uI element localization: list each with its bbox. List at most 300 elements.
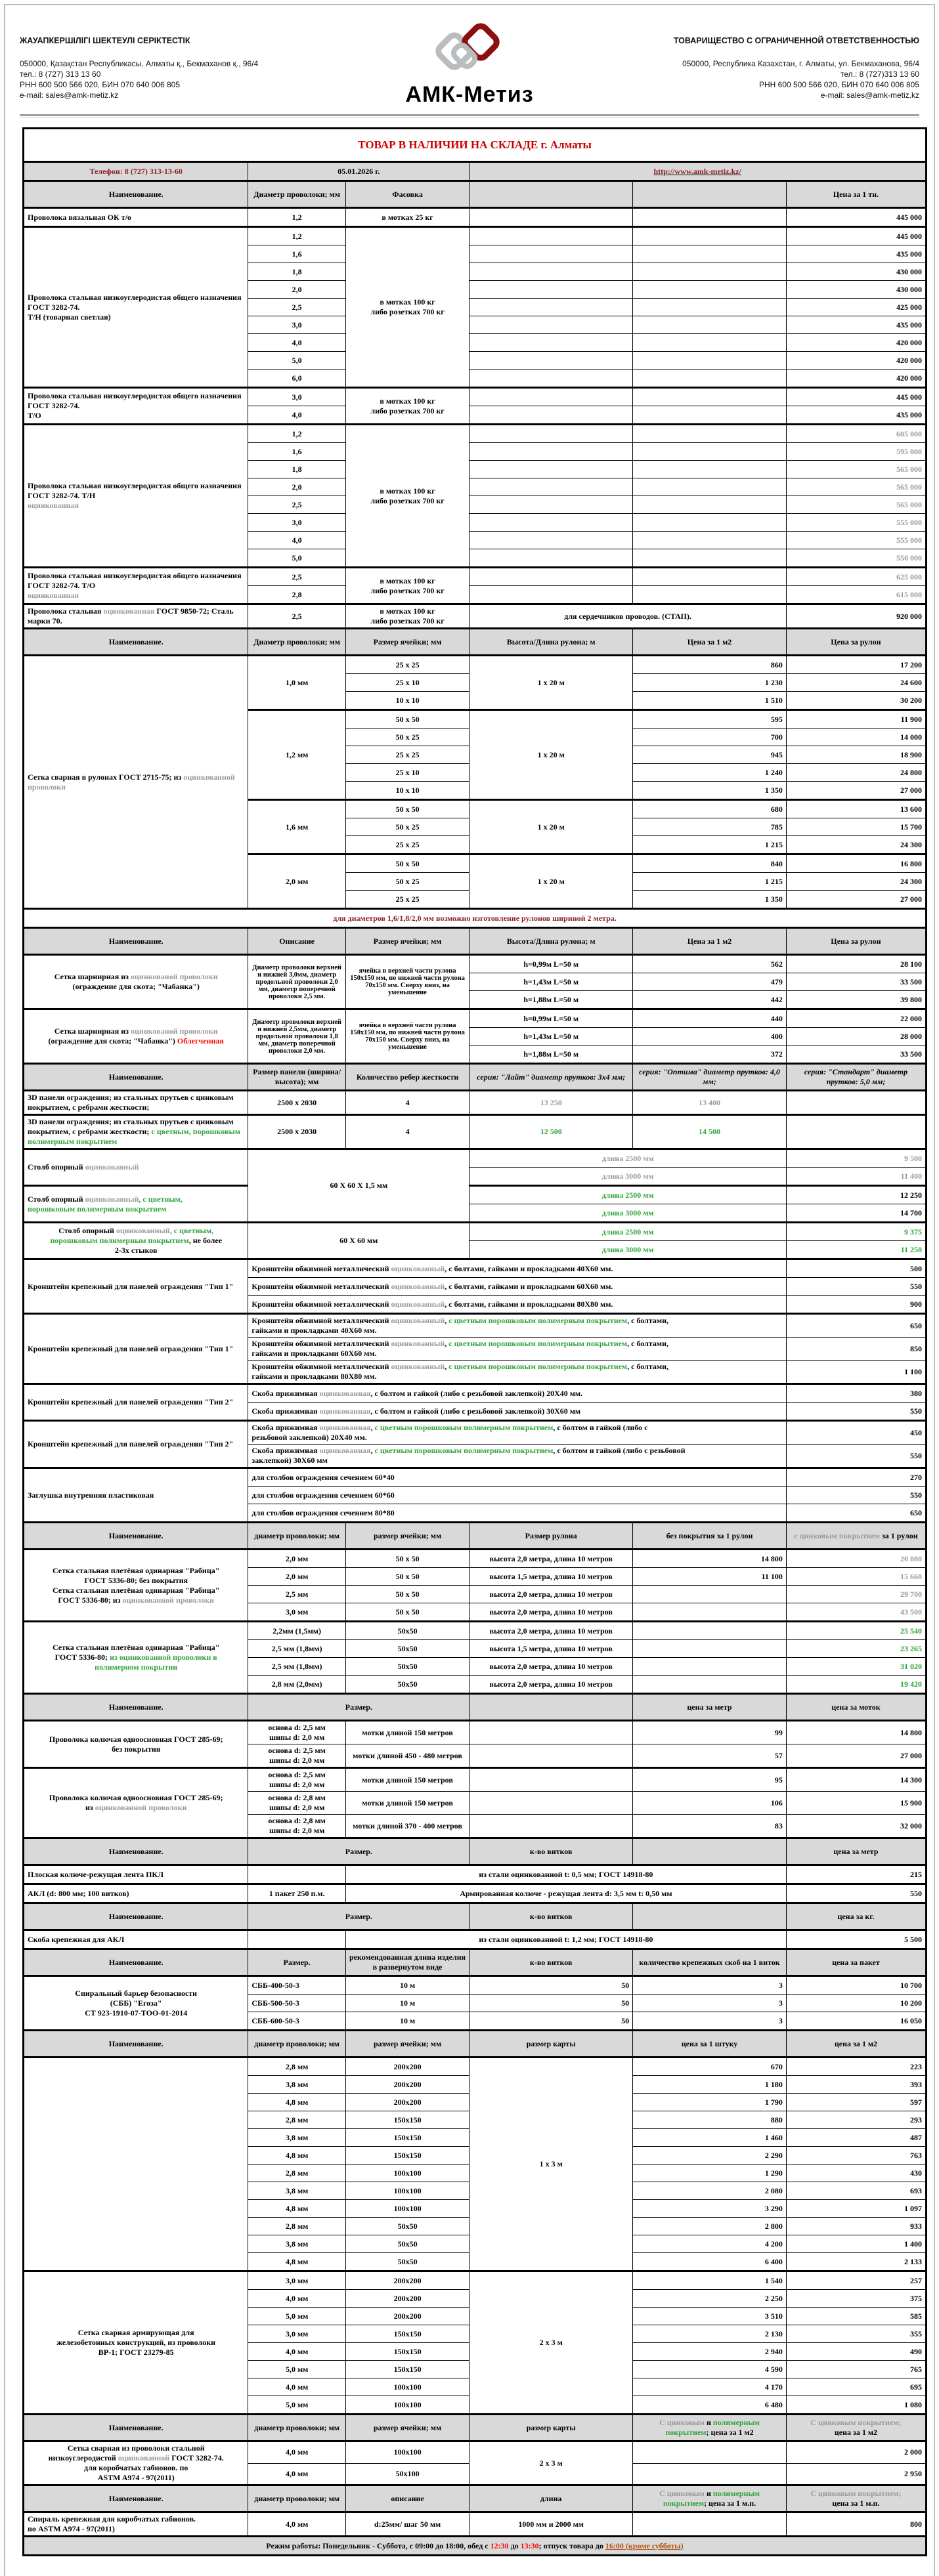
table-cell: 555 000: [786, 532, 926, 549]
column-header: Наименование.: [24, 2485, 248, 2512]
table-cell: высота 1,5 метра, длина 10 метров: [469, 1640, 633, 1658]
table-cell: 15 700: [786, 818, 926, 836]
table-cell: 100х100: [345, 2164, 469, 2182]
column-header: С цинковым покрытием; цена за 1 м.п.: [786, 2485, 926, 2512]
column-header: Количество ребер жесткости: [345, 1064, 469, 1091]
column-header: Наименование.: [24, 1903, 248, 1930]
column-header: диаметр проволоки; мм: [248, 2031, 346, 2058]
column-header: Цена за 1 м2: [633, 629, 787, 656]
column-header: Наименование.: [24, 928, 248, 955]
table-cell: [24, 2058, 248, 2271]
table-cell: 14 700: [786, 1204, 926, 1223]
column-header: серия: "Стандарт" диаметр прутков: 5,0 мм;: [786, 1064, 926, 1091]
table-cell: 2500 х 2030: [248, 1091, 346, 1115]
table-cell: 1,6: [248, 443, 346, 461]
table-cell: [633, 1586, 787, 1603]
table-cell: [469, 532, 633, 549]
column-header: Фасовка: [345, 181, 469, 208]
table-cell: [633, 461, 787, 478]
table-cell: Проволока стальная низкоуглеродистая общего назначения ГОСТ 3282-74. Т/Н оцинкованная: [24, 425, 248, 568]
table-cell: 9 500: [786, 1149, 926, 1168]
table-cell: 430: [786, 2164, 926, 2182]
table-cell: 16 050: [786, 2012, 926, 2031]
table-cell: 2,5: [248, 604, 346, 629]
table-cell: Проволока стальная низкоуглеродистая общего назначения ГОСТ 3282-74. Т/Н (товарная светлая): [24, 227, 248, 388]
table-cell: длина 2500 мм: [469, 1149, 787, 1168]
table-cell: [633, 263, 787, 281]
table-cell: 60 Х 60 Х 1,5 мм: [248, 1149, 469, 1223]
table-cell: 435 000: [786, 406, 926, 425]
table-cell: 680: [633, 800, 787, 818]
column-header: цена за кг.: [786, 1903, 926, 1930]
table-cell: 50 х 25: [345, 818, 469, 836]
table-cell: из стали оцинкованной t: 1,2 мм; ГОСТ 14918-80: [345, 1930, 786, 1949]
table-cell: [248, 1865, 346, 1884]
table-cell: [469, 425, 633, 443]
email-line: e-mail: sales@amk-metiz.kz: [820, 91, 919, 100]
table-cell: 3,0: [248, 316, 346, 334]
table-cell: [633, 478, 787, 496]
table-cell: 6 480: [633, 2396, 787, 2415]
table-cell: 785: [633, 818, 787, 836]
table-cell: Кронштейн крепежный для панелей ограждения "Тип 1": [24, 1259, 248, 1314]
table-cell: 18 900: [786, 746, 926, 764]
table-cell: 10 м: [345, 1995, 469, 2012]
table-cell: 4,8 мм: [248, 2253, 346, 2271]
table-cell: [633, 281, 787, 299]
table-cell: [633, 245, 787, 263]
table-cell: [633, 352, 787, 370]
table-cell: 2,0: [248, 478, 346, 496]
table-cell: 24 300: [786, 836, 926, 855]
table-cell: 550 000: [786, 549, 926, 568]
table-cell: 440: [633, 1009, 787, 1028]
table-cell: 50 х 50: [345, 710, 469, 728]
table-cell: 4,8 мм: [248, 2200, 346, 2218]
table-cell: Сетка сварная из проволоки стальной низкоуглеродистой оцинкованной ГОСТ 3282-74. для коробчатых габионов. по ASTM A974 - 97(2011): [24, 2441, 248, 2485]
table-cell: h=1,43м L=50 м: [469, 973, 633, 991]
table-cell: в мотках 100 кг либо розетках 700 кг: [345, 227, 469, 388]
table-cell: из стали оцинкованной t: 0,5 мм; ГОСТ 14918-80: [345, 1865, 786, 1884]
table-cell: [469, 352, 633, 370]
table-cell: 15 660: [786, 1568, 926, 1586]
table-cell: 6,0: [248, 370, 346, 388]
table-cell: 2,0 мм: [248, 1568, 346, 1586]
table-cell: 420 000: [786, 370, 926, 388]
column-header: Цена за рулон: [786, 629, 926, 656]
column-header: размер ячейки; мм: [345, 2415, 469, 2441]
table-cell: в мотках 100 кг либо розетках 700 кг: [345, 568, 469, 604]
table-cell: Кронштейн обжимной металлический оцинкованный, с болтами, гайками и прокладками 40Х60 мм.: [248, 1259, 787, 1278]
table-cell: Диаметр проволоки верхней и нижней 2,5мм, диаметр продольной проволоки 1,8 мм, диаметр поперечной проволоки 2,0 мм.: [248, 1009, 346, 1064]
table-cell: [469, 1815, 633, 1838]
table-cell: 5,0: [248, 549, 346, 568]
table-cell: [248, 1930, 346, 1949]
table-cell: 14 000: [786, 728, 926, 746]
table-cell: 4,0: [248, 334, 346, 352]
table-cell: 2,8 мм: [248, 2111, 346, 2129]
column-header: размер карты: [469, 2031, 633, 2058]
table-cell: 150х150: [345, 2147, 469, 2164]
table-cell: 1 180: [633, 2076, 787, 2094]
table-cell: 33 500: [786, 1045, 926, 1064]
table-cell: 3,8 мм: [248, 2076, 346, 2094]
table-cell: 50х50: [345, 2253, 469, 2271]
column-header: Наименование.: [24, 1064, 248, 1091]
table-cell: 50 х 50: [345, 1550, 469, 1568]
company-block-ru: [644, 20, 919, 101]
table-cell: 50х50: [345, 1676, 469, 1694]
table-cell: длина 3000 мм: [469, 1241, 787, 1259]
column-header: цена за метр: [786, 1838, 926, 1865]
table-cell: 490: [786, 2343, 926, 2361]
table-cell: длина 2500 мм: [469, 1223, 787, 1241]
table-cell: [633, 370, 787, 388]
table-cell: 39 800: [786, 991, 926, 1009]
table-cell: 1 100: [786, 1361, 926, 1384]
table-cell: d:25мм/ шаг 50 мм: [345, 2512, 469, 2537]
table-cell: 800: [786, 2512, 926, 2537]
table-cell: 11 400: [786, 1168, 926, 1186]
table-cell: 2 950: [786, 2463, 926, 2485]
table-cell: АКЛ (d: 800 мм; 100 витков): [24, 1884, 248, 1903]
table-cell: 50 х 50: [345, 1568, 469, 1586]
table-cell: 1,0 мм: [248, 656, 346, 710]
table-cell: 550: [786, 1445, 926, 1468]
table-cell: 1,2: [248, 227, 346, 245]
table-cell: Сетка сварная армирующая для железобетонных конструкций, из проволоки ВР-1; ГОСТ 23279-85: [24, 2271, 248, 2415]
column-header: [469, 181, 633, 208]
website-link[interactable]: http://www.amk-metiz.kz/: [469, 162, 927, 181]
table-cell: 150х150: [345, 2325, 469, 2343]
column-header: Наименование.: [24, 2031, 248, 2058]
table-cell: [469, 370, 633, 388]
table-cell: 5,0 мм: [248, 2396, 346, 2415]
table-cell: 33 500: [786, 973, 926, 991]
table-cell: для столбов ограждения сечением 80*80: [248, 1504, 787, 1523]
table-cell: 595: [633, 710, 787, 728]
table-cell: Сетка сварная в рулонах ГОСТ 2715-75; из оцинкованной проволоки: [24, 656, 248, 909]
table-cell: 372: [633, 1045, 787, 1064]
table-cell: 1 350: [633, 891, 787, 909]
table-cell: [633, 443, 787, 461]
table-cell: 270: [786, 1468, 926, 1487]
table-cell: [786, 1091, 926, 1115]
column-header: [633, 1838, 787, 1865]
address-line: 050000, Республика Казахстан, г. Алматы, ул. Бекмаханова, 96/4: [682, 58, 919, 68]
table-cell: 30 200: [786, 692, 926, 710]
table-cell: основа d: 2,5 мм шипы d: 2,0 мм: [248, 1744, 346, 1768]
table-cell: 200х200: [345, 2094, 469, 2111]
table-cell: 605 000: [786, 425, 926, 443]
table-cell: основа d: 2,8 мм шипы d: 2,0 мм: [248, 1792, 346, 1815]
table-cell: 2,5 мм (1,8мм): [248, 1640, 346, 1658]
table-cell: 2,0 мм: [248, 1550, 346, 1568]
column-header: цена за 1 м2: [786, 2031, 926, 2058]
table-cell: мотки длиной 370 - 400 метров: [345, 1815, 469, 1838]
table-cell: мотки длиной 150 метров: [345, 1792, 469, 1815]
table-cell: Проволока вязальная ОК т/о: [24, 208, 248, 227]
table-cell: 355: [786, 2325, 926, 2343]
column-header: цена за 1 штуку: [633, 2031, 787, 2058]
table-cell: 100х100: [345, 2378, 469, 2396]
page: [4, 4, 935, 2576]
table-cell: 1 540: [633, 2271, 787, 2290]
table-cell: 215: [786, 1865, 926, 1884]
table-cell: 625 000: [786, 568, 926, 586]
column-header: Диаметр проволоки; мм: [248, 629, 346, 656]
table-cell: Скоба прижимная оцинкованная, с болтом и гайкой (либо с резьбовой заклепкой) 30Х60 мм: [248, 1403, 787, 1421]
column-header: к-во витков: [469, 1903, 633, 1930]
table-cell: [633, 406, 787, 425]
table-cell: 3,0: [248, 388, 346, 406]
company-name-ru: ТОВАРИЩЕСТВО С ОГРАНИЧЕННОЙ ОТВЕТСТВЕННОСТЬЮ: [673, 36, 919, 45]
table-cell: 920 000: [786, 604, 926, 629]
table-cell: 4,0: [248, 406, 346, 425]
table-cell: в мотках 100 кг либо розетках 700 кг: [345, 388, 469, 425]
table-cell: Проволока стальная низкоуглеродистая общего назначения ГОСТ 3282-74. Т/О: [24, 388, 248, 425]
table-cell: 1 350: [633, 782, 787, 800]
table-cell: 25 х 25: [345, 656, 469, 674]
table-cell: Армированная колюче - режущая лента d: 3,5 мм t: 0,50 мм: [345, 1884, 786, 1903]
table-cell: Скоба прижимная оцинкованная, с цветным порошковым полимерным покрытием, с болтом и гайкой (либо с резьбовой заклепкой) 20Х40 мм.: [248, 1421, 787, 1445]
table-cell: Кронштейн обжимной металлический оцинкованный, с цветным порошковым полимерным покрытием, с болтами, гайками и прокладками 40Х60 мм.: [248, 1314, 787, 1338]
column-header: Цена за 1 м2: [633, 928, 787, 955]
table-cell: 435 000: [786, 316, 926, 334]
table-cell: 1 460: [633, 2129, 787, 2147]
phone-line: тел.: 8 (727)313 13 60: [840, 70, 919, 79]
table-cell: 32 000: [786, 1815, 926, 1838]
column-header: С цинковым покрытием; цена за 1 м2: [786, 2415, 926, 2441]
table-cell: 50х50: [345, 2218, 469, 2235]
table-cell: 106: [633, 1792, 787, 1815]
table-cell: 150х150: [345, 2361, 469, 2378]
column-header: цена за пакет: [786, 1949, 926, 1976]
table-cell: 5,0 мм: [248, 2361, 346, 2378]
table-cell: 2500 х 2030: [248, 1115, 346, 1149]
table-cell: [633, 1676, 787, 1694]
table-cell: 565 000: [786, 478, 926, 496]
table-cell: 11 250: [786, 1241, 926, 1259]
table-cell: 14 800: [633, 1550, 787, 1568]
table-cell: 3,8 мм: [248, 2129, 346, 2147]
table-cell: 50х100: [345, 2463, 469, 2485]
table-cell: 430 000: [786, 281, 926, 299]
table-cell: 500: [786, 1259, 926, 1278]
table-cell: 200х200: [345, 2308, 469, 2325]
table-cell: Проволока колючая одноосновная ГОСТ 285-69; без покрытия: [24, 1721, 248, 1768]
column-header: к-во витков: [469, 1949, 633, 1976]
table-cell: длина 3000 мм: [469, 1204, 787, 1223]
table-cell: СББ-500-50-3: [248, 1995, 346, 2012]
table-cell: Столб опорный оцинкованный: [24, 1149, 248, 1186]
table-cell: [633, 227, 787, 245]
page-title: ТОВАР В НАЛИЧИИ НА СКЛАДЕ г. Алматы: [24, 129, 927, 162]
table-cell: 10 м: [345, 2012, 469, 2031]
table-cell: 22 000: [786, 1009, 926, 1028]
column-header: С цинковым и полимерным покрытием; цена за 1 м.п.: [633, 2485, 787, 2512]
tax-id-line: РНН 600 500 566 020, БИН 070 640 006 805: [758, 80, 919, 90]
table-cell: [633, 496, 787, 514]
table-cell: Кронштейн обжимной металлический оцинкованный, с болтами, гайками и прокладками 80Х80 мм.: [248, 1296, 787, 1314]
table-cell: h=1,43м L=50 м: [469, 1028, 633, 1045]
table-cell: 2 х 3 м: [469, 2271, 633, 2415]
table-cell: ячейка в верхней части рулона 150х150 мм, по нижней части рулона 70х150 мм. Сверху вниз, на уменьшение: [345, 1009, 469, 1064]
table-cell: [633, 1603, 787, 1622]
table-cell: 24 800: [786, 764, 926, 782]
table-cell: 1 215: [633, 836, 787, 855]
table-cell: 420 000: [786, 334, 926, 352]
table-cell: 3: [633, 1995, 787, 2012]
column-header: диаметр проволоки; мм: [248, 2415, 346, 2441]
table-cell: 420 000: [786, 352, 926, 370]
table-cell: 597: [786, 2094, 926, 2111]
table-cell: 393: [786, 2076, 926, 2094]
table-cell: 445 000: [786, 208, 926, 227]
table-cell: 1,2 мм: [248, 710, 346, 800]
table-cell: 4: [345, 1091, 469, 1115]
table-cell: [469, 245, 633, 263]
table-cell: [469, 1744, 633, 1768]
table-cell: 4,0 мм: [248, 2512, 346, 2537]
table-cell: 445 000: [786, 227, 926, 245]
table-cell: [469, 478, 633, 496]
table-cell: 1000 мм и 2000 мм: [469, 2512, 633, 2537]
table-cell: высота 2,0 метра, длина 10 метров: [469, 1586, 633, 1603]
table-cell: [786, 1115, 926, 1149]
column-header: Наименование.: [24, 1523, 248, 1550]
column-header: серия: "Лайт" диаметр прутков: 3х4 мм;: [469, 1064, 633, 1091]
table-cell: для столбов ограждения сечением 60*40: [248, 1468, 787, 1487]
table-cell: 3: [633, 2012, 787, 2031]
table-cell: 2,5 мм: [248, 1586, 346, 1603]
table-cell: 2,2мм (1,5мм): [248, 1622, 346, 1640]
table-cell: 4,0 мм: [248, 2441, 346, 2464]
table-cell: 257: [786, 2271, 926, 2290]
column-header: цена за моток: [786, 1694, 926, 1721]
column-header: Наименование.: [24, 1694, 248, 1721]
table-cell: 100х100: [345, 2200, 469, 2218]
table-cell: 23 265: [786, 1640, 926, 1658]
table-cell: 1 240: [633, 764, 787, 782]
table-cell: 693: [786, 2182, 926, 2200]
table-cell: [633, 425, 787, 443]
price-table-body: [24, 129, 927, 2556]
table-cell: 565 000: [786, 461, 926, 478]
table-cell: 595 000: [786, 443, 926, 461]
table-cell: [633, 334, 787, 352]
table-cell: Столб опорный оцинкованный, с цветным, порошковым полимерным покрытием, не более 2-3х стыков: [24, 1223, 248, 1259]
column-header: цена за метр: [633, 1694, 787, 1721]
table-cell: 50х50: [345, 2235, 469, 2253]
table-cell: 12 250: [786, 1186, 926, 1204]
column-header: [469, 1694, 633, 1721]
column-header: без покрытия за 1 рулон: [633, 1523, 787, 1550]
table-cell: [633, 299, 787, 316]
column-header: серия: "Оптима" диаметр прутков: 4,0 мм;: [633, 1064, 787, 1091]
table-cell: 4,0: [248, 532, 346, 549]
table-cell: [469, 461, 633, 478]
table-cell: [633, 568, 787, 586]
table-cell: 2 080: [633, 2182, 787, 2200]
table-cell: 95: [633, 1768, 787, 1792]
table-cell: [469, 443, 633, 461]
table-cell: 200х200: [345, 2290, 469, 2308]
table-cell: Проволока стальная низкоуглеродистая общего назначения ГОСТ 3282-74. Т/О оцинкованная: [24, 568, 248, 604]
column-header: Размер.: [248, 1838, 469, 1865]
table-cell: 555 000: [786, 514, 926, 532]
table-cell: 3,0: [248, 514, 346, 532]
table-cell: 100х100: [345, 2441, 469, 2464]
phone-number: Телефон: 8 (727) 313-13-60: [24, 162, 248, 181]
column-header: Наименование.: [24, 629, 248, 656]
table-cell: [469, 1721, 633, 1744]
company-block-kz: [20, 20, 295, 101]
table-cell: 1 пакет 250 п.м.: [248, 1884, 346, 1903]
table-cell: 31 020: [786, 1658, 926, 1676]
table-cell: 50 х 50: [345, 1603, 469, 1622]
table-cell: 650: [786, 1504, 926, 1523]
table-cell: 25 х 25: [345, 891, 469, 909]
column-header: размер ячейки; мм: [345, 1523, 469, 1550]
table-cell: 13 250: [469, 1091, 633, 1115]
table-cell: 1 080: [786, 2396, 926, 2415]
table-cell: для диаметров 1,6/1,8/2,0 мм возможно изготовление рулонов шириной 2 метра.: [24, 909, 927, 928]
table-cell: высота 1,5 метра, длина 10 метров: [469, 1568, 633, 1586]
table-cell: Сетка стальная плетёная одинарная "Рабица" ГОСТ 5336-80; из оцинкованной проволоки в полимерном покрытии: [24, 1622, 248, 1694]
table-cell: 430 000: [786, 263, 926, 281]
table-cell: 3,8 мм: [248, 2182, 346, 2200]
table-cell: 4,0 мм: [248, 2463, 346, 2485]
price-table: [22, 127, 927, 2556]
table-cell: 13 400: [633, 1091, 787, 1115]
table-cell: 1,6 мм: [248, 800, 346, 855]
table-cell: h=0,99м L=50 м: [469, 1009, 633, 1028]
table-cell: 850: [786, 1338, 926, 1361]
table-cell: 4: [345, 1115, 469, 1149]
table-cell: 27 000: [786, 782, 926, 800]
table-cell: 763: [786, 2147, 926, 2164]
table-cell: [633, 1640, 787, 1658]
table-cell: 3D панели ограждения; из стальных прутьев с цинковым покрытием, с ребрами жесткости;: [24, 1091, 248, 1115]
header-divider: [20, 114, 919, 118]
table-cell: 3,0 мм: [248, 1603, 346, 1622]
table-cell: 50: [469, 1995, 633, 2012]
table-cell: 100х100: [345, 2396, 469, 2415]
table-cell: 2,5: [248, 568, 346, 586]
table-cell: [469, 586, 633, 604]
column-header: Описание: [248, 928, 346, 955]
table-cell: СББ-600-50-3: [248, 2012, 346, 2031]
column-header: Размер.: [248, 1949, 346, 1976]
table-cell: 1,2: [248, 425, 346, 443]
table-cell: 1 790: [633, 2094, 787, 2111]
column-header: Высота/Длина рулона; м: [469, 629, 633, 656]
table-cell: 4,0 мм: [248, 2378, 346, 2396]
table-cell: 2,0: [248, 281, 346, 299]
table-cell: 19 420: [786, 1676, 926, 1694]
column-header: Цена за рулон: [786, 928, 926, 955]
table-cell: 99: [633, 1721, 787, 1744]
table-cell: [633, 316, 787, 334]
table-cell: 28 100: [786, 955, 926, 973]
table-cell: 25 х 25: [345, 746, 469, 764]
table-cell: Спираль крепежная для коробчатых габионов. по ASTM A974 - 97(2011): [24, 2512, 248, 2537]
table-cell: Плоская колюче-режущая лента ПКЛ: [24, 1865, 248, 1884]
table-cell: 550: [786, 1487, 926, 1504]
table-cell: 27 000: [786, 1744, 926, 1768]
table-cell: 293: [786, 2111, 926, 2129]
